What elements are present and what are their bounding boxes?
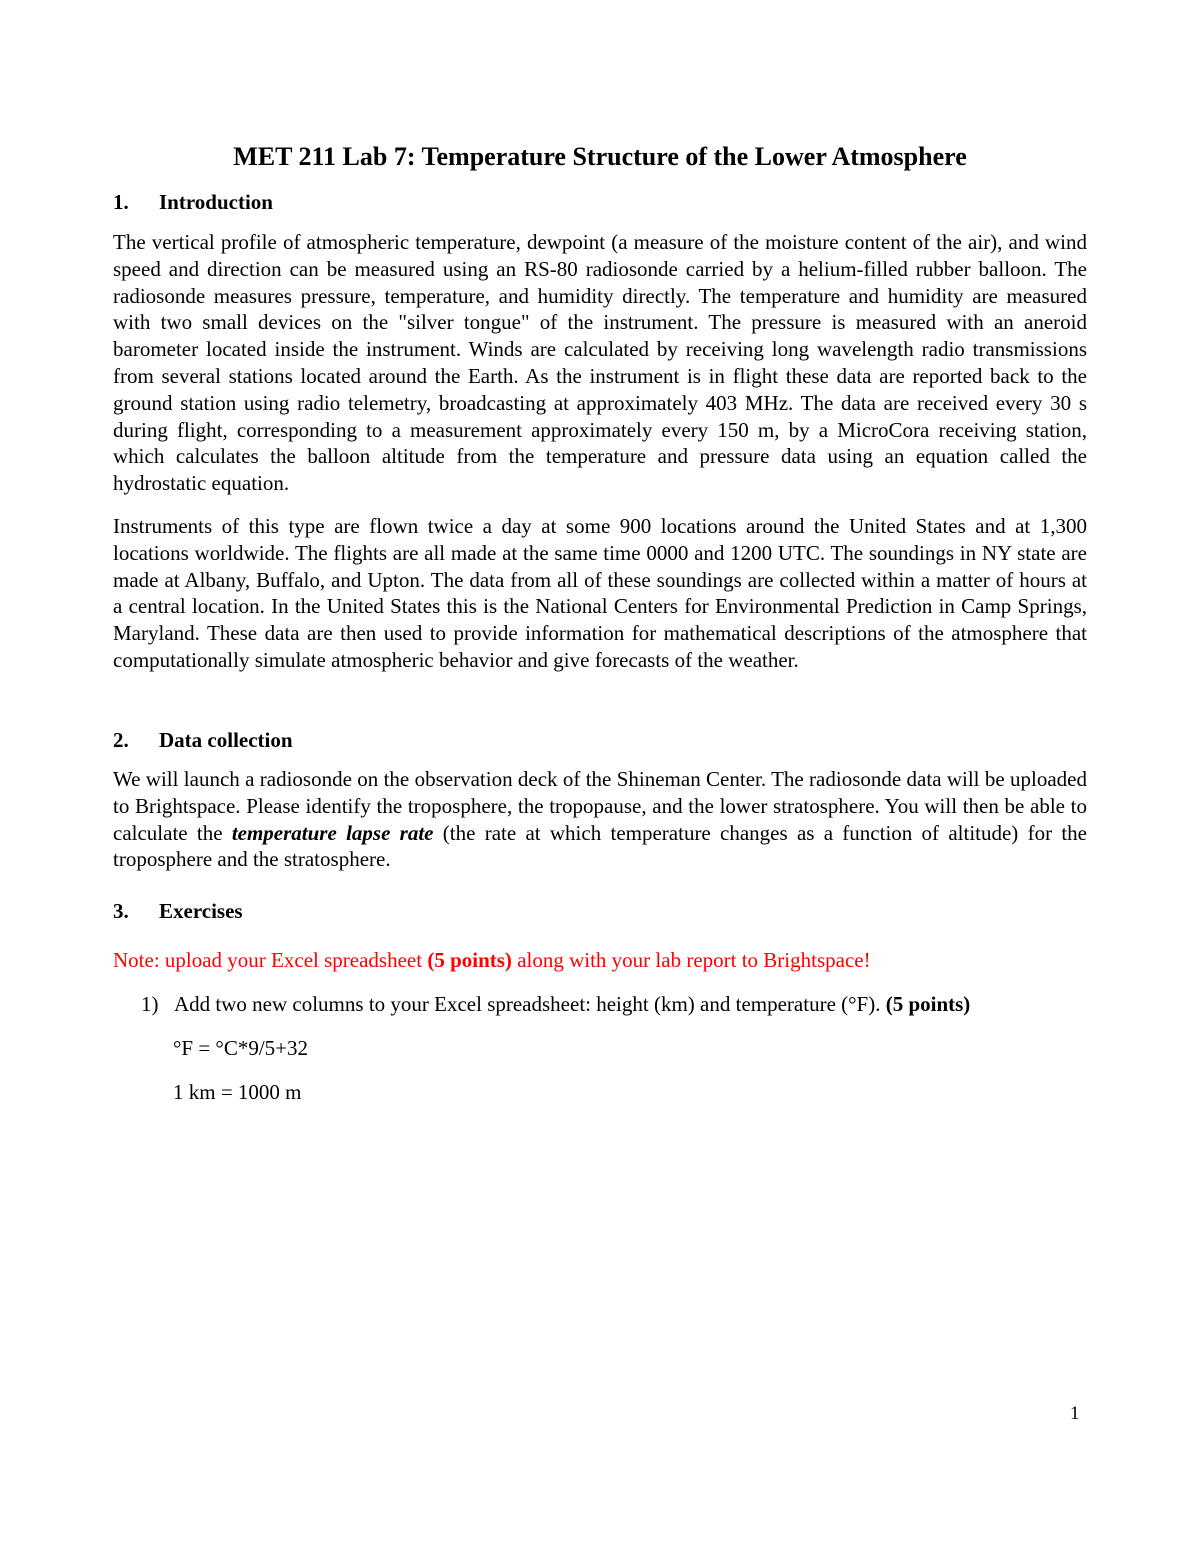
exercise-text: Add two new columns to your Excel spreadsheet: height (km) and temperature (°F).	[174, 992, 886, 1016]
section-heading-introduction	[113, 188, 273, 216]
data-collection-paragraph	[113, 766, 1087, 873]
section-heading-exercises	[113, 897, 243, 925]
section-number: 3.	[113, 899, 129, 923]
paragraph-text: (the rate at which temperature changes as a function of altitude) for the troposphere and the stratosphere.	[113, 820, 1087, 872]
note-text: along with your lab report to Brightspace!	[511, 948, 871, 972]
document-title: MET 211 Lab 7: Temperature Structure of the Lower Atmosphere	[233, 142, 967, 171]
note-text: Note: upload your Excel spreadsheet	[113, 948, 428, 972]
intro-paragraph-1: The vertical profile of atmospheric temperature, dewpoint (a measure of the moisture content of the air), and wind speed and direction can be measured using an RS-80 radiosonde carried by a helium-filled rubber balloon. The radiosonde measures pressure, temperature, and humidity directly. The temperature and humidity are measured with two small devices on the "silver tongue" of the instrument. The pressure is measured with an aneroid barometer located inside the instrument. Winds are calculated by receiving long wavelength radio transmissions from several stations located around the Earth. As the instrument is in flight these data are reported back to the ground station using radio telemetry, broadcasting at approximately 403 MHz. The data are received every 30 s during flight, corresponding to a measurement approximately every 150 m, by a MicroCora receiving station, which calculates the balloon altitude from the temperature and pressure data using an equation called the hydrostatic equation.	[113, 230, 1087, 496]
note-points: (5 points)	[427, 948, 512, 972]
section-title: Exercises	[159, 899, 243, 923]
section-title: Introduction	[159, 190, 273, 214]
intro-paragraph-2: Instruments of this type are flown twice a day at some 900 locations around the United States and at 1,300 locations worldwide. The flights are all made at the same time 0000 and 1200 UTC. The soundings in NY state are made at Albany, Buffalo, and Upton. The data from all of these soundings are collected within a matter of hours at a central location. In the United States this is the National Centers for Environmental Prediction in Camp Springs, Maryland. These data are then used to provide information for mathematical descriptions of the atmosphere that computationally simulate atmospheric behavior and give forecasts of the weather.	[113, 514, 1087, 672]
formula-km: 1 km = 1000 m	[173, 1080, 302, 1104]
emphasized-term: temperature lapse rate	[231, 820, 434, 845]
exercise-item-1	[141, 990, 970, 1018]
section-title: Data collection	[159, 728, 293, 752]
page-number: 1	[1070, 1403, 1080, 1424]
section-number: 1.	[113, 190, 129, 214]
formula-fahrenheit: °F = °C*9/5+32	[173, 1036, 309, 1060]
section-number: 2.	[113, 728, 129, 752]
paragraph-text: We will launch a radiosonde on the observation deck of the Shineman Center. The radiosonde data will be uploaded to Brightspace. Please identify the troposphere, the tropopause, and the lower stratosphere. You will then be able to calculate the	[113, 767, 1087, 845]
section-heading-data-collection	[113, 726, 293, 754]
upload-note	[113, 946, 871, 974]
exercise-points: (5 points)	[885, 992, 971, 1016]
list-marker: 1)	[141, 992, 159, 1016]
